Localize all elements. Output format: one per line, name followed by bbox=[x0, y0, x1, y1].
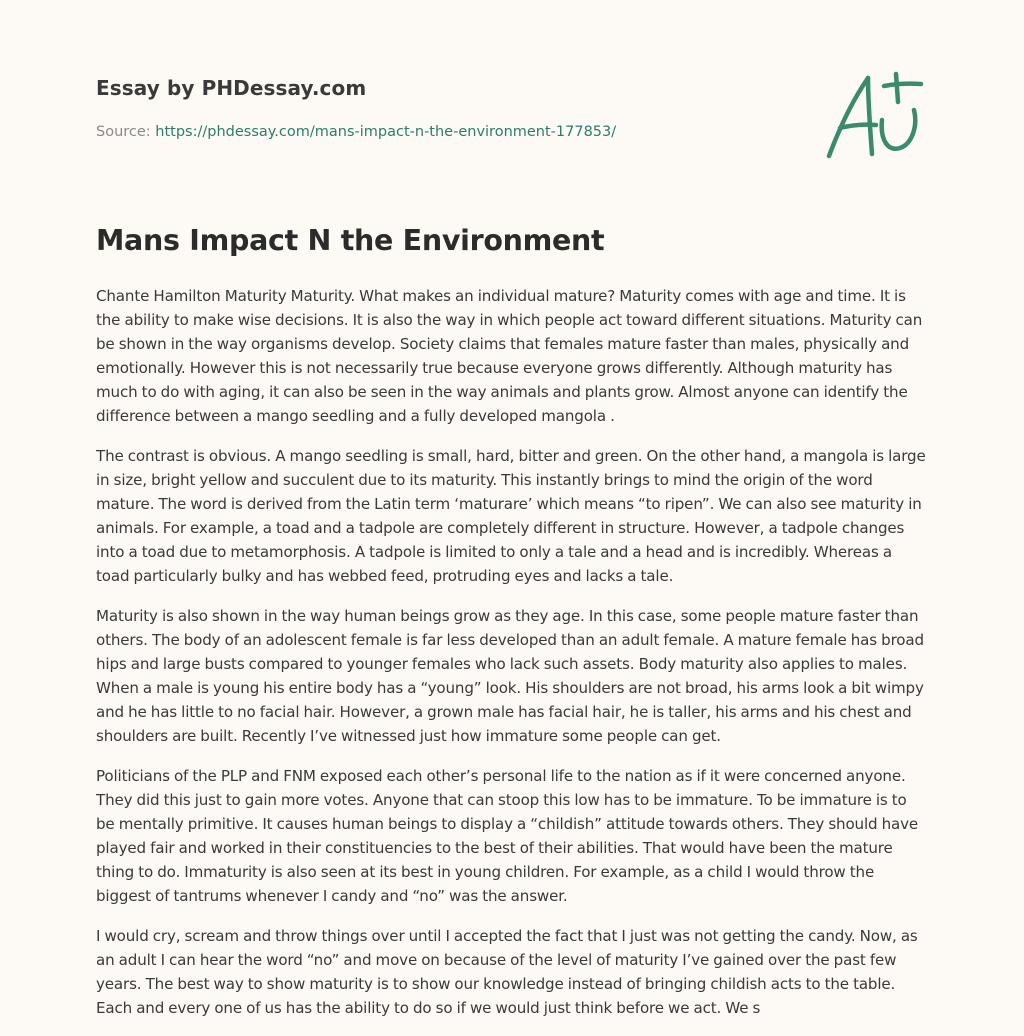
essay-title: Mans Impact N the Environment bbox=[96, 224, 605, 257]
source-line bbox=[96, 124, 616, 140]
essay-paragraph: Politicians of the PLP and FNM exposed each other’s personal life to the nation as if it were concerned anyone. They did this just to gain more votes. Anyone that can stoop this low has to be immature. To be immature is to be mentally primitive. It causes human beings to display a “childish” attitude towards others. They should have played fair and worked in their constituencies to the best of their abilities. That would have been the mature thing to do. Immaturity is also seen at its best in young children. For example, as a child I would throw the biggest of tantrums whenever I candy and “no” was the answer. bbox=[96, 767, 919, 905]
a-plus-logo-icon bbox=[824, 70, 924, 162]
source-label: Source: bbox=[96, 124, 156, 140]
essay-paragraph: Chante Hamilton Maturity Maturity. What makes an individual mature? Maturity comes with age and time. It is the ability to make wise decisions. It is also the way in which people act toward different situations. Maturity can be shown in the way organisms develop. Society claims that females mature faster than males, physically and emotionally. However this is not necessarily true because everyone grows differently. Although maturity has much to do with aging, it can also be seen in the way animals and plants grow. Almost anyone can identify the difference between a mango seedling and a fully developed mangola . bbox=[96, 287, 923, 425]
brand-name: Essay by PHDessay.com bbox=[96, 76, 367, 100]
essay-paragraph: Maturity is also shown in the way human beings grow as they age. In this case, some people mature faster than others. The body of an adolescent female is far less developed than an adult female. A mature female has broad hips and large busts compared to younger females who lack such assets. Body maturity also applies to males. When a male is young his entire body has a “young” look. His shoulders are not broad, his arms look a bit wimpy and he has little to no facial hair. However, a grown male has facial hair, he is taller, his arms and his chest and shoulders are built. Recently I’ve witnessed just how immature some people can get. bbox=[96, 607, 924, 745]
essay-body bbox=[96, 284, 928, 1036]
essay-paragraph: I would cry, scream and throw things over until I accepted the fact that I just was not getting the candy. Now, as an adult I can hear the word “no” and move on because of the level of maturity I’ve gained over the past few years. The best way to show maturity is to show our knowledge instead of bringing childish acts to the table. Each and every one of us has the ability to do so if we would just think before we act. We s bbox=[96, 927, 918, 1017]
page-header bbox=[96, 70, 928, 170]
source-link[interactable]: https://phdessay.com/mans-impact-n-the-environment-177853/ bbox=[155, 124, 617, 140]
essay-paragraph: The contrast is obvious. A mango seedling is small, hard, bitter and green. On the other hand, a mangola is large in size, bright yellow and succulent due to its maturity. This instantly brings to mind the origin of the word mature. The word is derived from the Latin term ‘maturare’ which means “to ripen”. We can also see maturity in animals. For example, a toad and a tadpole are completely different in structure. However, a tadpole changes into a toad due to metamorphosis. A tadpole is limited to only a tale and a head and is incredibly. Whereas a toad particularly bulky and has webbed feed, protruding eyes and lacks a tale. bbox=[96, 447, 926, 585]
